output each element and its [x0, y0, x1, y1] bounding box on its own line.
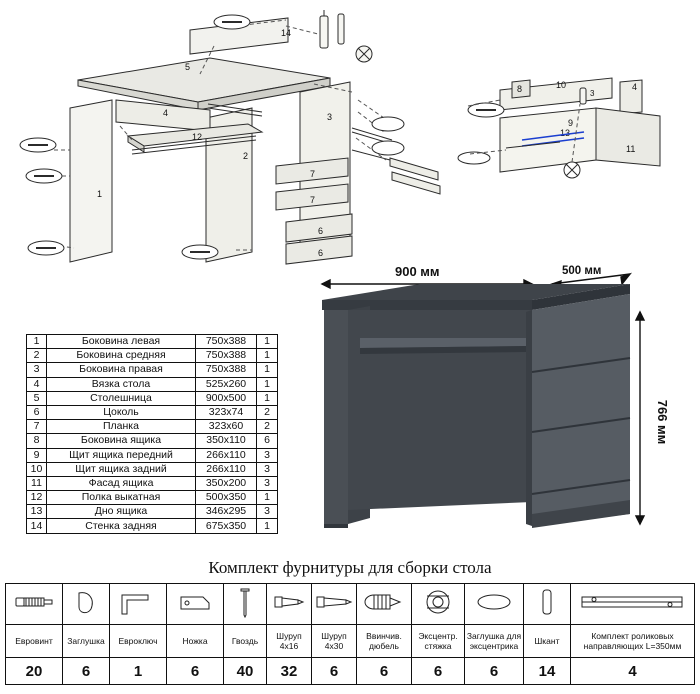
cam-lock-icon [412, 584, 465, 625]
table-row [27, 349, 278, 363]
part-number: 2 [27, 349, 47, 363]
part-name: Планка [47, 420, 196, 434]
svg-text:3: 3 [327, 112, 333, 122]
part-size: 266х110 [196, 448, 257, 462]
part-size: 323x60 [196, 420, 257, 434]
kit-label-cam-cap: Заглушка для эксцентрика [465, 625, 524, 658]
kit-label-cam-lock: Эксцентр. стяжка [412, 625, 465, 658]
part-qty: 1 [257, 377, 278, 391]
kit-label-slide-rail: Комплект роликовых направляющих L=350мм [571, 625, 695, 658]
desk-width-label: 900 мм [395, 264, 440, 279]
part-size: 675х350 [196, 519, 257, 533]
table-row [27, 448, 278, 462]
part-name: Фасад ящика [47, 476, 196, 490]
table-row [27, 434, 278, 448]
table-row [27, 462, 278, 476]
hex-key-icon [110, 584, 167, 625]
part-qty: 1 [257, 519, 278, 533]
part-size: 350x110 [196, 434, 257, 448]
kit-count-cap: 6 [63, 658, 110, 685]
kit-count-dowel: 14 [524, 658, 571, 685]
part-name: Полка выкатная [47, 491, 196, 505]
part-size: 750x388 [196, 349, 257, 363]
svg-text:10: 10 [556, 80, 567, 90]
part-number: 7 [27, 420, 47, 434]
exploded-assembly-diagram [0, 0, 700, 270]
part-size: 346х295 [196, 505, 257, 519]
part-size: 350x200 [196, 476, 257, 490]
part-number: 11 [27, 476, 47, 490]
part-number: 4 [27, 377, 47, 391]
kit-label-dowel: Шкант [524, 625, 571, 658]
kit-count-nail: 40 [224, 658, 267, 685]
kit-labels-row [6, 625, 695, 658]
svg-text:7: 7 [310, 169, 316, 179]
kit-count-foot: 6 [167, 658, 224, 685]
kit-counts-row [6, 658, 695, 685]
svg-text:9: 9 [568, 118, 574, 128]
svg-text:14: 14 [281, 28, 292, 38]
kit-icons-row [6, 584, 695, 625]
part-name: Щит ящика передний [47, 448, 196, 462]
svg-text:2: 2 [243, 151, 249, 161]
table-row [27, 377, 278, 391]
part-size: 500x350 [196, 491, 257, 505]
part-qty: 1 [257, 349, 278, 363]
table-row [27, 420, 278, 434]
parts-list-body [27, 335, 278, 534]
table-row [27, 405, 278, 419]
dowel-screw-icon [357, 584, 412, 625]
kit-label-screw-4x30: Шуруп 4х30 [312, 625, 357, 658]
part-qty: 1 [257, 335, 278, 349]
kit-count-screw-4x30: 6 [312, 658, 357, 685]
part-name: Стенка задняя [47, 519, 196, 533]
cam-cap-icon [465, 584, 524, 625]
kit-count-slide-rail: 4 [571, 658, 695, 685]
part-number: 12 [27, 491, 47, 505]
kit-label-cap: Заглушка [63, 625, 110, 658]
desk-height-label: 766 мм [655, 399, 670, 445]
part-number: 13 [27, 505, 47, 519]
part-name: Дно ящика [47, 505, 196, 519]
kit-label-screw-4x16: Шуруп 4х16 [267, 625, 312, 658]
svg-text:1: 1 [97, 189, 103, 199]
table-row [27, 491, 278, 505]
part-name: Щит ящика задний [47, 462, 196, 476]
parts-list-table [26, 334, 278, 534]
svg-text:8: 8 [517, 84, 523, 94]
part-name: Боковина ящика [47, 434, 196, 448]
part-qty: 1 [257, 391, 278, 405]
svg-text:6: 6 [318, 226, 324, 236]
part-number: 1 [27, 335, 47, 349]
part-qty: 3 [257, 476, 278, 490]
kit-label-dowel-screw: Ввинчив. дюбель [357, 625, 412, 658]
screw-4x16-icon [267, 584, 312, 625]
part-number: 14 [27, 519, 47, 533]
table-row [27, 391, 278, 405]
table-row [27, 505, 278, 519]
hardware-kit-table [5, 583, 695, 685]
part-size: 750x388 [196, 335, 257, 349]
table-row [27, 335, 278, 349]
part-qty: 1 [257, 363, 278, 377]
slide-rail-icon [571, 584, 695, 625]
table-row [27, 476, 278, 490]
part-number: 6 [27, 405, 47, 419]
svg-text:6: 6 [318, 248, 324, 258]
part-name: Столешница [47, 391, 196, 405]
part-size: 900x500 [196, 391, 257, 405]
euro-screw-icon [6, 584, 63, 625]
cap-icon [63, 584, 110, 625]
kit-title: Комплект фурнитуры для сборки стола [208, 558, 492, 577]
kit-label-foot: Ножка [167, 625, 224, 658]
part-name: Цоколь [47, 405, 196, 419]
part-name: Боковина левая [47, 335, 196, 349]
part-number: 5 [27, 391, 47, 405]
svg-text:12: 12 [192, 132, 203, 142]
part-size: 750x388 [196, 363, 257, 377]
part-qty: 3 [257, 505, 278, 519]
table-row [27, 519, 278, 533]
svg-text:7: 7 [310, 195, 316, 205]
part-qty: 3 [257, 462, 278, 476]
part-number: 10 [27, 462, 47, 476]
foot-icon [167, 584, 224, 625]
svg-text:3: 3 [590, 89, 595, 98]
part-size: 525x260 [196, 377, 257, 391]
kit-label-nail: Гвоздь [224, 625, 267, 658]
part-size: 323x74 [196, 405, 257, 419]
kit-label-euro-screw: Евровинт [6, 625, 63, 658]
part-qty: 1 [257, 491, 278, 505]
kit-count-screw-4x16: 32 [267, 658, 312, 685]
part-number: 9 [27, 448, 47, 462]
kit-count-hex-key: 1 [110, 658, 167, 685]
desk-depth-label: 500 мм [562, 265, 602, 277]
nail-icon [224, 584, 267, 625]
svg-text:11: 11 [626, 144, 636, 154]
svg-text:13: 13 [560, 128, 571, 138]
svg-text:5: 5 [185, 62, 191, 72]
svg-text:4: 4 [163, 108, 169, 118]
part-name: Боковина средняя [47, 349, 196, 363]
kit-label-hex-key: Евроключ [110, 625, 167, 658]
desk-render [300, 262, 700, 562]
part-qty: 2 [257, 420, 278, 434]
part-number: 3 [27, 363, 47, 377]
part-name: Боковина правая [47, 363, 196, 377]
kit-count-cam-cap: 6 [465, 658, 524, 685]
table-row [27, 363, 278, 377]
part-name: Вязка стола [47, 377, 196, 391]
kit-count-euro-screw: 20 [6, 658, 63, 685]
part-qty: 6 [257, 434, 278, 448]
part-size: 266х110 [196, 462, 257, 476]
part-qty: 3 [257, 448, 278, 462]
part-number: 8 [27, 434, 47, 448]
screw-4x30-icon [312, 584, 357, 625]
dowel-icon [524, 584, 571, 625]
svg-text:4: 4 [632, 82, 638, 92]
part-qty: 2 [257, 405, 278, 419]
kit-count-dowel-screw: 6 [357, 658, 412, 685]
kit-count-cam-lock: 6 [412, 658, 465, 685]
